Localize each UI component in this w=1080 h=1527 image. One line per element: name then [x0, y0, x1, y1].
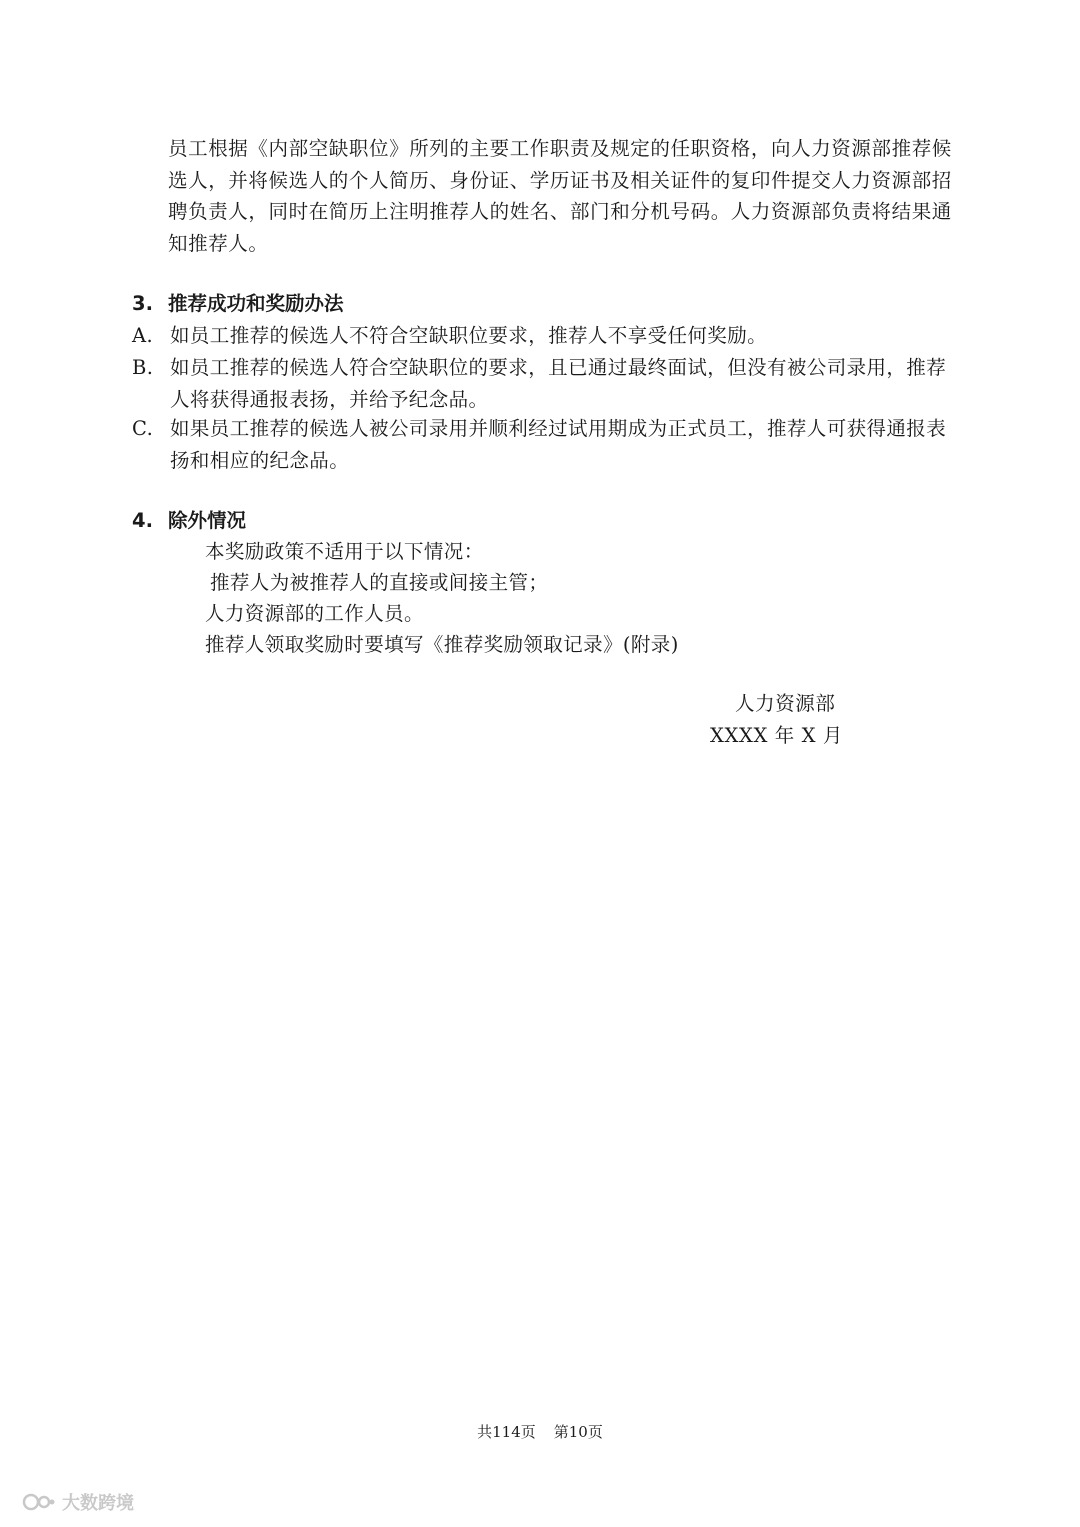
section-4-heading: [132, 505, 246, 537]
item-text: 如果员工推荐的候选人被公司录用并顺利经过试用期成为正式员工，推荐人可获得通报表扬和相应的纪念品。: [170, 417, 947, 472]
watermark: [22, 1488, 134, 1516]
section-4-number: 4.: [132, 509, 153, 532]
section-3-title: 推荐成功和奖励办法: [168, 292, 344, 315]
intro-paragraph: 员工根据《内部空缺职位》所列的主要工作职责及规定的任职资格，向人力资源部推荐候选人，并将候选人的个人简历、身份证、学历证书及相关证件的复印件提交人力资源部招聘负责人，同时在简历上注明推荐人的姓名、部门和分机号码。人力资源部负责将结果通知推荐人。: [168, 137, 952, 255]
exception-line-4: 推荐人领取奖励时要填写《推荐奖励领取记录》(附录): [205, 633, 679, 656]
exception-line-1: 本奖励政策不适用于以下情况：: [205, 540, 484, 563]
item-letter: C.: [132, 417, 154, 440]
section-3-item-a: [132, 320, 958, 352]
signature-date: XXXX 年 X 月: [710, 724, 844, 747]
item-text: 如员工推荐的候选人不符合空缺职位要求，推荐人不享受任何奖励。: [170, 324, 768, 347]
section-3-number: 3.: [132, 292, 153, 315]
current-page: 第10页: [553, 1423, 603, 1441]
section-3-item-c: [132, 413, 958, 476]
item-text: 如员工推荐的候选人符合空缺职位的要求，且已通过最终面试，但没有被公司录用，推荐人将获得通报表扬，并给予纪念品。: [170, 356, 947, 411]
section-3-heading: [132, 288, 344, 320]
total-pages: 共114页: [477, 1423, 536, 1441]
section-3-item-b: [132, 352, 958, 415]
brand-logo-icon: [22, 1491, 56, 1513]
exception-line-3: 人力资源部的工作人员。: [205, 602, 424, 625]
item-letter: A.: [132, 324, 154, 347]
exception-line-2: 推荐人为被推荐人的直接或间接主管；: [210, 571, 549, 594]
section-4-title: 除外情况: [168, 509, 247, 532]
signature-department: 人力资源部: [735, 692, 836, 715]
item-letter: B.: [132, 356, 154, 379]
page-footer: [0, 1420, 1080, 1444]
watermark-text: 大数跨境: [62, 1493, 134, 1514]
